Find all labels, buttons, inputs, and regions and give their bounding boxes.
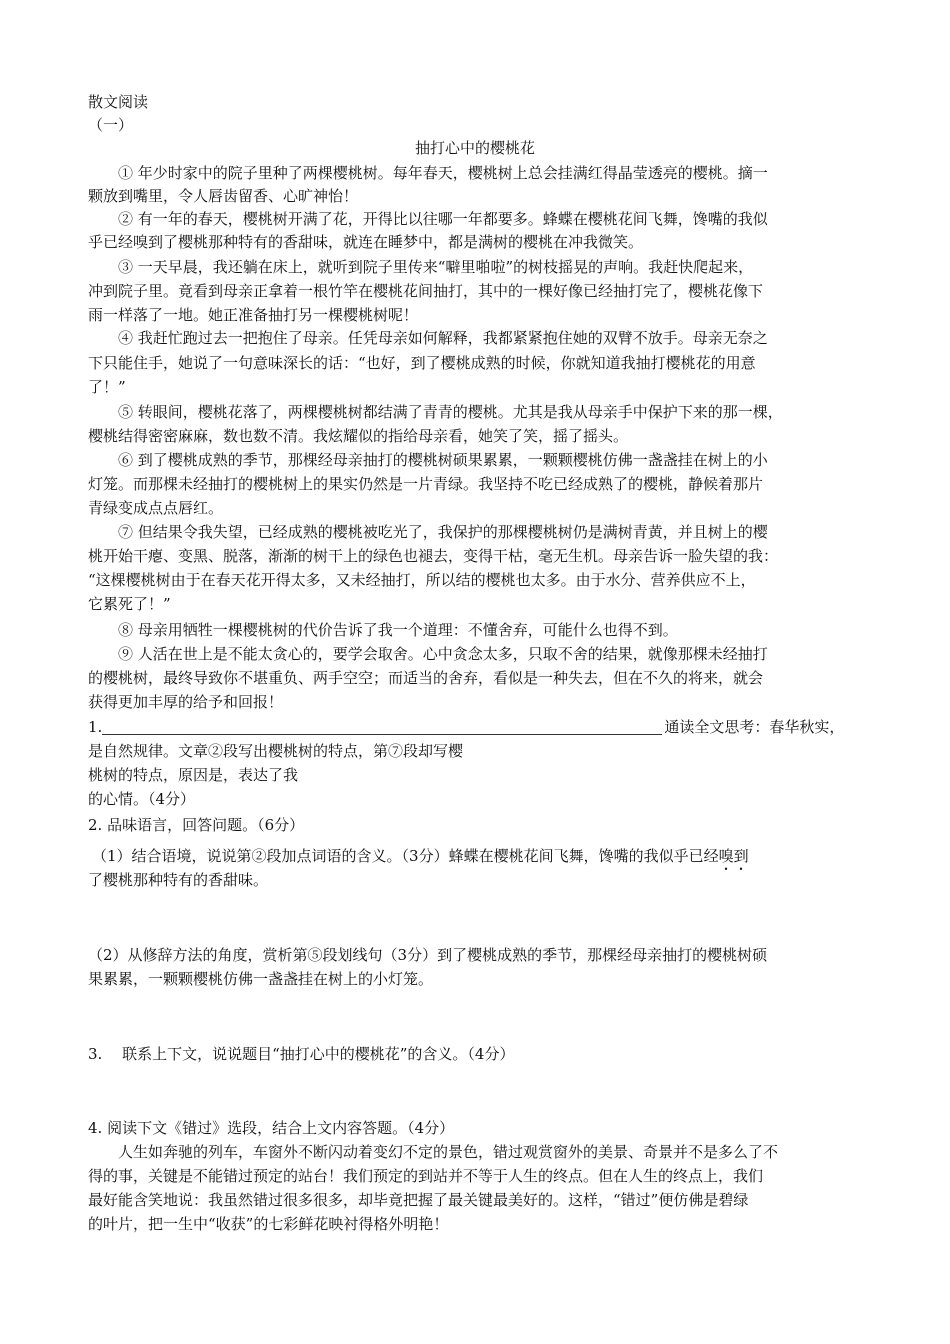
question-2-heading: 2. 品味语言，回答问题。（6分）	[88, 816, 305, 834]
para-4-line-1: ④ 我赶忙跑过去一把抱住了母亲。任凭母亲如何解释，我都紧紧抱住她的双臂不放手。母亲无奈之	[118, 329, 768, 347]
part-label: （一）	[88, 116, 134, 134]
para-5-line-1: ⑤ 转眼间，樱桃花落了，两棵樱桃树都结满了青青的樱桃。尤其是我从母亲手中保护下来的那一棵，	[118, 403, 783, 421]
question-1-line-1	[88, 716, 844, 738]
question-2-sub-2-line-2: 果累累，一颗颗樱桃仿佛一盏盏挂在树上的小灯笼。	[88, 970, 434, 988]
para-2-line-2: 乎已经嗅到了樱桃那种特有的香甜味，就连在睡梦中，都是满树的樱桃在冲我微笑。	[88, 233, 644, 251]
question-2-dotted-word: 嗅到	[718, 847, 749, 865]
para-6-line-3: 青绿变成点点唇红。	[88, 499, 224, 517]
question-4-passage-line-1: 人生如奔驰的列车，车窗外不断闪动着变幻不定的景色，错过观赏窗外的美景、奇景并不是多么了不	[118, 1143, 779, 1161]
question-3: 3. 联系上下文，说说题目“抽打心中的樱桃花”的含义。（4分）	[88, 1045, 515, 1063]
question-2-sub-1-line-2: 了樱桃那种特有的香甜味。	[88, 871, 269, 889]
para-7-line-1: ⑦ 但结果令我失望，已经成熟的樱桃被吃光了，我保护的那棵樱桃树仍是满树青黄，并且树上的樱	[118, 523, 768, 541]
question-4-passage-line-2: 得的事，关键是不能错过预定的站台！我们预定的到站并不等于人生的终点。但在人生的终点上，我们	[88, 1167, 764, 1185]
question-1-line-2: 是自然规律。文章②段写出樱桃树的特点，第⑦段却写樱	[88, 742, 464, 760]
para-3-line-1: ③ 一天早晨，我还躺在床上，就听到院子里传来“噼里啪啦”的树枝摇晃的声响。我赶快爬起来，	[118, 258, 754, 276]
para-2-line-1: ② 有一年的春天，樱桃树开满了花，开得比以往哪一年都要多。蜂蝶在樱桃花间飞舞，馋嘴的我似	[118, 210, 768, 228]
question-1-line-4: 的心情。（4分）	[88, 790, 196, 808]
question-1-line-3: 桃树的特点，原因是，表达了我	[88, 766, 299, 784]
para-9-line-1: ⑨ 人活在世上是不能太贪心的，要学会取舍。心中贪念太多，只取不舍的结果，就像那棵未经抽打	[118, 645, 768, 663]
question-1-number: 1.	[88, 718, 103, 736]
para-3-line-3: 雨一样落了一地。她正准备抽打另一棵樱桃树呢！	[88, 306, 419, 324]
para-7-line-3: “这棵樱桃树由于在春天花开得太多，又未经抽打，所以结的樱桃也太多。由于水分、营养供应不上，	[88, 571, 756, 589]
para-4-line-2: 下只能住手，她说了一句意味深长的话：“也好，到了樱桃成熟的时候，你就知道我抽打樱桃花的用意	[88, 354, 756, 372]
para-1-line-1: ① 年少时家中的院子里种了两棵樱桃树。每年春天，樱桃树上总会挂满红得晶莹透亮的樱桃。摘一	[118, 164, 768, 182]
question-2-sub-2-line-1: （2）从修辞方法的角度，赏析第⑤段划线句（3分）到了樱桃成熟的季节，那棵经母亲抽打的樱桃树硕	[88, 946, 768, 964]
para-6-line-1: ⑥ 到了樱桃成熟的季节，那棵经母亲抽打的樱桃树硕果累累，一颗颗樱桃仿佛一盏盏挂在树上的小	[118, 451, 768, 469]
para-3-line-2: 冲到院子里。竟看到母亲正拿着一根竹竿在樱桃花间抽打，其中的一棵好像已经抽打完了，樱桃花像下	[88, 282, 764, 300]
section-title: 散文阅读	[88, 93, 149, 111]
question-4-passage-line-3: 最好能含笑地说：我虽然错过很多很多，却毕竟把握了最关键最美好的。这样，“错过”便仿佛是碧绿	[88, 1191, 749, 1209]
article-title: 抽打心中的樱桃花	[414, 139, 535, 157]
question-1-tail: 通读全文思考：春华秋实，	[664, 718, 845, 736]
question-4-passage-line-4: 的叶片，把一生中“收获”的七彩鲜花映衬得格外明艳！	[88, 1215, 449, 1233]
question-2-sub-1-line-1	[92, 845, 749, 867]
para-7-line-4: 它累死了！”	[88, 595, 171, 613]
para-5-line-2: 樱桃结得密密麻麻，数也数不清。我炫耀似的指给母亲看，她笑了笑，摇了摇头。	[88, 427, 629, 445]
para-6-line-2: 灯笼。而那棵未经抽打的樱桃树上的果实仍然是一片青绿。我坚持不吃已经成熟了的樱桃，静候着那片	[88, 475, 764, 493]
para-7-line-2: 桃开始干瘪、变黑、脱落，渐渐的树干上的绿色也褪去，变得干枯，毫无生机。母亲告诉一脸失望的我：	[88, 547, 779, 565]
question-1-answer-blank[interactable]	[102, 718, 662, 735]
para-9-line-2: 的樱桃树，最终导致你不堪重负、两手空空；而适当的舍弃，看似是一种失去，但在不久的将来，就会	[88, 669, 764, 687]
para-4-line-3: 了！”	[88, 378, 126, 396]
question-2-sub-1-text: （1）结合语境，说说第②段加点词语的含义。（3分）蜂蝶在樱桃花间飞舞，馋嘴的我似乎已经	[92, 847, 719, 865]
para-8-line-1: ⑧ 母亲用牺牲一棵樱桃树的代价告诉了我一个道理：不懂舍弃，可能什么也得不到。	[118, 621, 678, 639]
para-1-line-2: 颗放到嘴里，令人唇齿留香、心旷神怡！	[88, 187, 359, 205]
question-4-heading: 4. 阅读下文《错过》选段，结合上文内容答题。（4分）	[88, 1119, 455, 1137]
para-9-line-3: 获得更加丰厚的给予和回报！	[88, 693, 284, 711]
